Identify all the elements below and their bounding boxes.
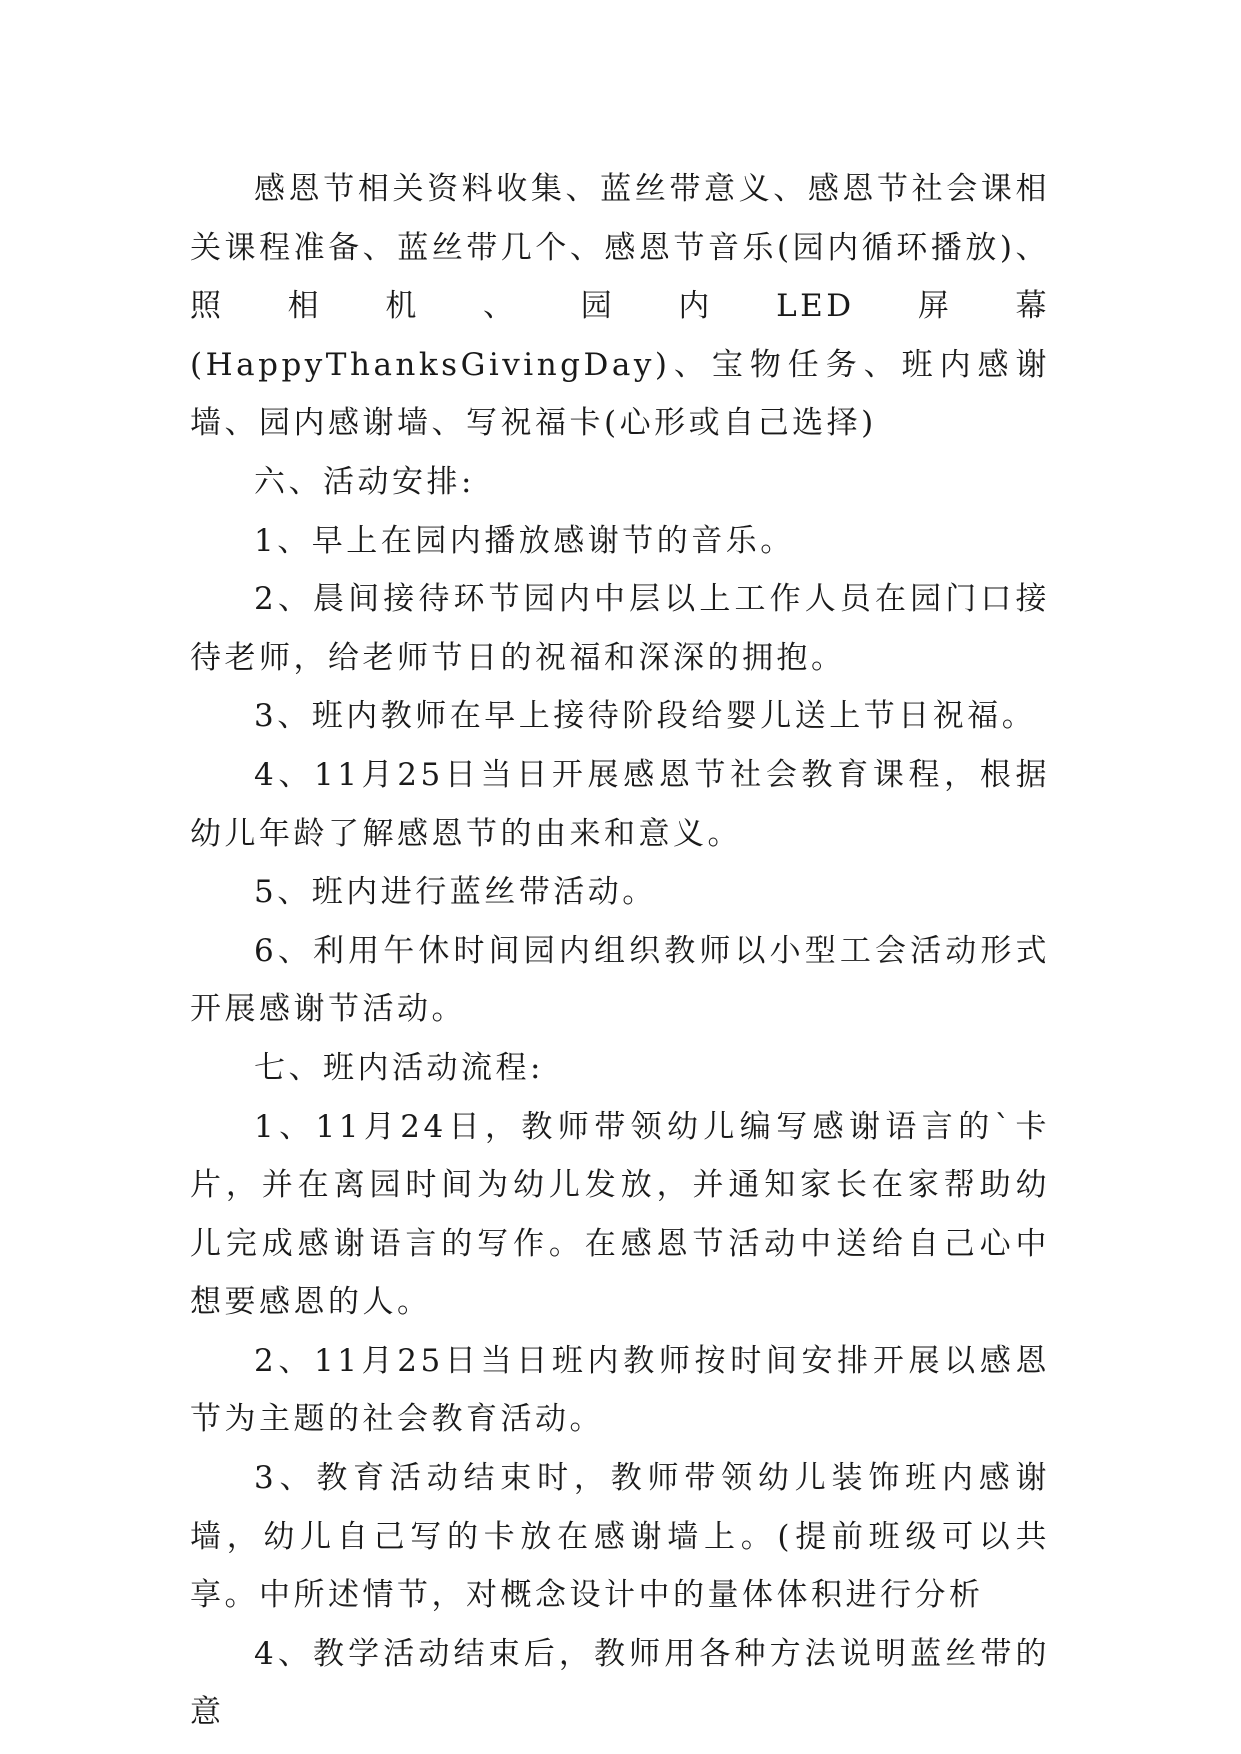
heading-class-activity-flow: 七、班内活动流程:	[254, 1049, 544, 1086]
document-body	[190, 160, 1050, 1742]
paragraph-arrangement-4: 4、11月25日当日开展感恩节社会教育课程，根据幼儿年龄了解感恩节的由来和意义。	[190, 756, 1050, 852]
paragraph-arrangement-2: 2、晨间接待环节园内中层以上工作人员在园门口接待老师，给老师节日的祝福和深深的拥抱。	[190, 581, 1050, 676]
paragraph-materials: 感恩节相关资料收集、蓝丝带意义、感恩节社会课相关课程准备、蓝丝带几个、感恩节音乐(园内循环播放)、照相机、园内LED屏幕(HappyThanksGivingDay)、宝物任务、班内感谢墙、园内感谢墙、写祝福卡(心形或自己选择)	[190, 171, 1050, 442]
paragraph-arrangement-3: 3、班内教师在早上接待阶段给婴儿送上节日祝福。	[254, 698, 1037, 735]
paragraph-flow-4: 4、教学活动结束后，教师用各种方法说明蓝丝带的意	[190, 1635, 1050, 1731]
paragraph-arrangement-6: 6、利用午休时间园内组织教师以小型工会活动形式开展感谢节活动。	[190, 932, 1050, 1028]
paragraph-arrangement-1: 1、早上在园内播放感谢节的音乐。	[254, 522, 795, 559]
paragraph-flow-3: 3、教育活动结束时，教师带领幼儿装饰班内感谢墙，幼儿自己写的卡放在感谢墙上。(提前班级可以共享。中所述情节，对概念设计中的量体体积进行分析	[190, 1460, 1050, 1614]
paragraph-flow-1: 1、11月24日，教师带领幼儿编写感谢语言的`卡片，并在离园时间为幼儿发放，并通知家长在家帮助幼儿完成感谢语言的写作。在感恩节活动中送给自己心中想要感恩的人。	[190, 1108, 1050, 1321]
paragraph-arrangement-5: 5、班内进行蓝丝带活动。	[254, 874, 657, 911]
paragraph-flow-2: 2、11月25日当日班内教师按时间安排开展以感恩节为主题的社会教育活动。	[190, 1342, 1050, 1438]
heading-activity-arrangement: 六、活动安排:	[254, 463, 475, 500]
